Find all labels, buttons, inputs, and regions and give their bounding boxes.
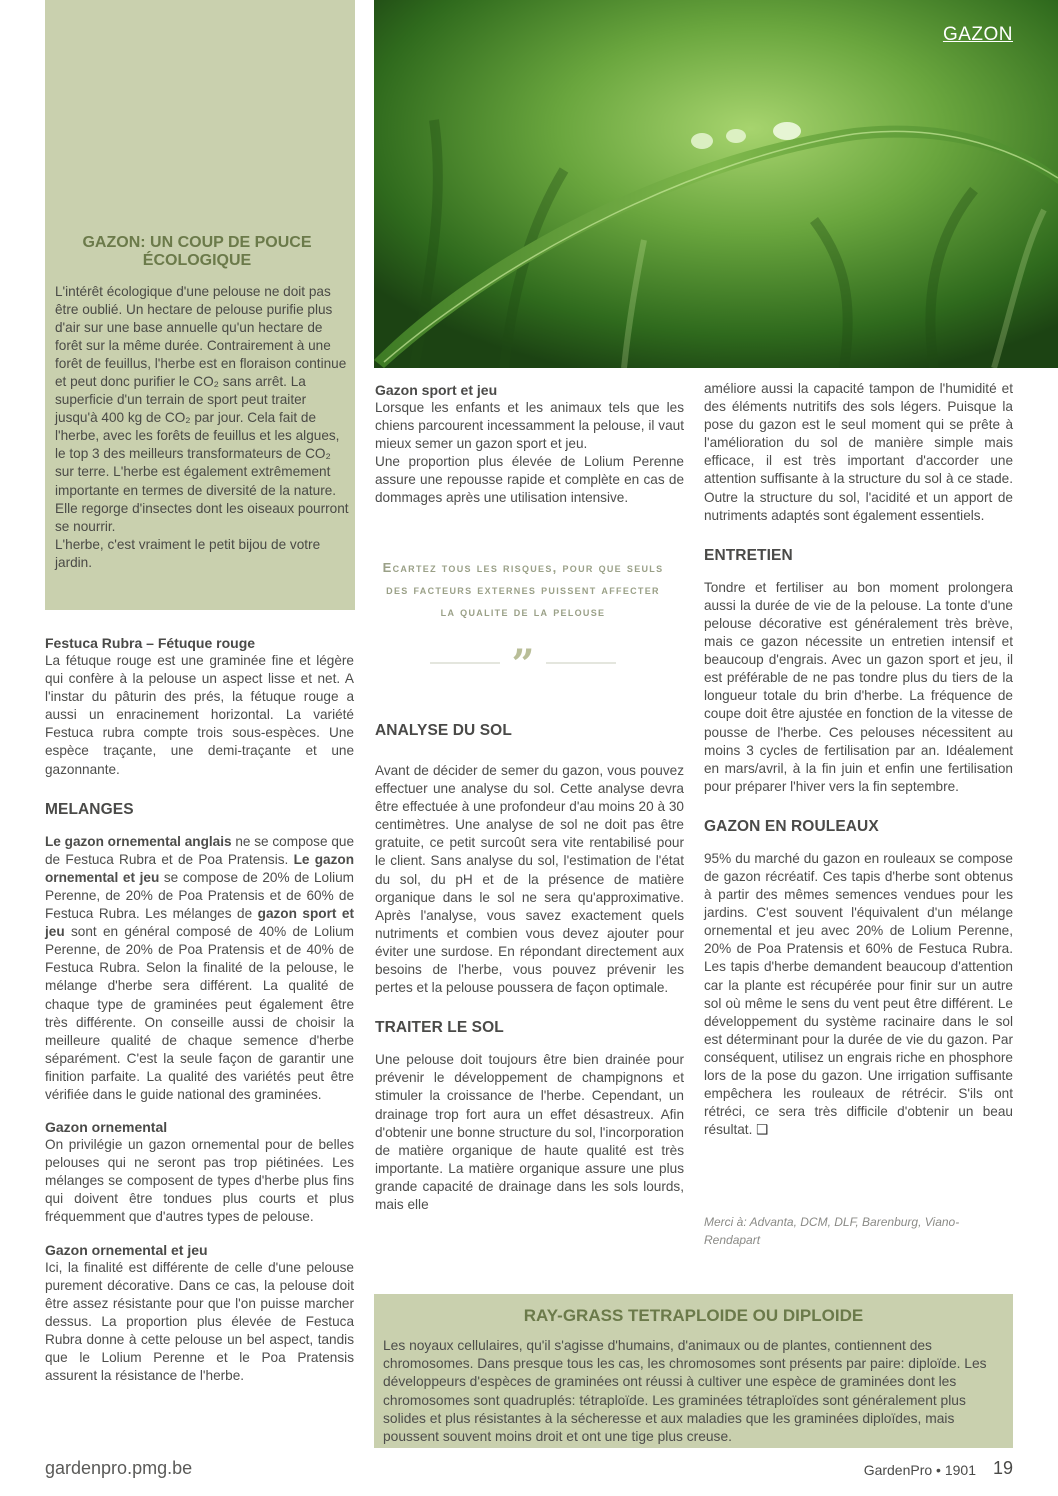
melanges-bold-2: Le gazon ornemental et jeu (45, 851, 354, 885)
issue-label: GardenPro • 1901 (863, 1462, 976, 1478)
rouleaux-text (704, 850, 1013, 1140)
melanges-span-1: ne se compose que de Festuca Rubra et de Poa Pratensis. (45, 833, 355, 867)
melanges-text (45, 833, 354, 1104)
ray-grass-title: RAY-GRASS TETRAPLOIDE OU DIPLOIDE (523, 1306, 864, 1325)
continued-text: améliore aussi la capacité tampon de l'humidité et des éléments nutritifs des sols légers. Puisque la pose du gazon est le seul moment qui se prête à l'amélioration du sol de manière simple mais efficace, il est très important d'accorder une attention suffisante à la structure du sol à ce stade. Outre la structure du sol, l'acidité et un apport de nutriments adaptés sont également essentiels. (704, 381, 1013, 523)
pull-quote: Ecartez tous les risques, pour que seuls des facteurs externes puissent affecter la qualite de la pelouse (382, 560, 664, 619)
traiter-heading: TRAITER LE SOL (375, 1019, 504, 1037)
sport-heading: Gazon sport et jeu (375, 382, 498, 398)
rouleaux-heading: GAZON EN ROULEAUX (704, 817, 879, 835)
ornemental-text: On privilégie un gazon ornemental pour de belles pelouses qui ne seront pas trop piétinées. Les mélanges se composent de types d'herbe plus fins qui doivent être tondues plus courts et plus fréquemment que d'autres types de pelouse. (45, 1137, 354, 1225)
sport-text-2: Une proportion plus élevée de Lolium Perenne assure une repousse rapide et complète en cas de dommages après une utilisation intensive. (375, 454, 684, 506)
quote-mark-icon (430, 645, 616, 685)
grass-blade-illustration (374, 0, 1058, 368)
column-2-bottom (375, 722, 684, 1214)
ray-grass-text: Les noyaux cellulaires, qu'il s'agisse d'humains, d'animaux ou de plantes, contiennent des chromosomes. Dans presque tous les cas, les chromosomes sont présents par paire: diploïde. Les développeurs d'espèces de graminées ont réussi à cultiver une espèce de graminées dont les chromosomes sont quadruplés: tétraploïde. Les graminées tétraploïdes sont généralement plus solides et plus résistantes à la sécheresse et aux maladies que les graminées diploïdes, mais poussent souvent moins droit et ont une tige plus creuse. (383, 1338, 987, 1445)
ornemental-heading: Gazon ornemental (45, 1119, 168, 1136)
rouleaux-body: 95% du marché du gazon en rouleaux se compose de gazon récréatif. Ces tapis d'herbe sont obtenus à partir des mêmes semences vendues pour les jardins. C'est souvent l'équivalent d'un mélange ornemental et jeu avec 20% de Lolium Perenne, 20% de Poa Pratensis et 60% de Festuca Rubra. Les tapis d'herbe demandent beaucoup d'attention car la plante est récupérée pour finir sur un autre sol où même le sens du vent peut être différent. Le développement du système racinaire dans le sol est déterminant pour la durée de vie du gazon. Par conséquent, utilisez un engrais riche en phosphore lors de la pose du gazon. Une irrigation suffisante empêchera les rouleaux de rétrécir. S'ils ont rétréci, ce sera très difficile d'obtenir un beau résultat. (704, 850, 1013, 1138)
sidebar-body (55, 283, 350, 572)
column-3 (704, 380, 1013, 1139)
column-1 (45, 634, 354, 1385)
analyse-text: Avant de décider de semer du gazon, vous pouvez effectuer une analyse du sol. Cette analyse devra être effectuée à une profondeur d'au moins 20 à 30 centimètres. Une analyse de sol ne doit pas être gratuite, ce petit surcoût sera vite rentabilisé pour le client. Sans analyse du sol, l'estimation de l'état du sol, du pH et de la présence de matière organique dans le sol ne sera qu'approximative. Après l'analyse, vous savez exactement quels nutriments et combien vous devez ajouter pour éviter une surdose. En répondant directement aux besoins de l'herbe, vous pouvez prévenir les pertes et la pelouse poussera de façon optimale. (375, 763, 684, 996)
grass-photo (374, 0, 1058, 368)
column-2-top (375, 381, 684, 508)
ornemental-jeu-heading: Gazon ornemental et jeu (45, 1241, 208, 1258)
melanges-bold-3: gazon sport et jeu (45, 906, 354, 940)
sidebar-paragraph: L'intérêt écologique d'une pelouse ne doit pas être oublié. Un hectare de pelouse purifie plus d'air sur une base annuelle qu'un hectare de forêt sur la même durée. Contrairement à une forêt de feuillus, l'herbe est en floraison continue et peut donc purifier le CO₂ sans arrêt. La superficie d'un terrain de sport peut traiter jusqu'à 400 kg de CO₂ par jour. Cela fait de l'herbe, avec les forêts de feuillus et les algues, le top 3 des meilleurs transformateurs de CO₂ sur terre. L'herbe est également extrêmement importante en termes de diversité de la nature. Elle regorge d'insectes dont les oiseaux pourront se nourrir. (55, 284, 349, 534)
melanges-bold-1: Le gazon ornemental anglais (45, 833, 232, 849)
svg-text:”: ” (511, 645, 535, 685)
website-link[interactable]: gardenpro.pmg.be (45, 1458, 193, 1478)
sidebar-title: GAZON: UN COUP DE POUCE ÉCOLOGIQUE (82, 234, 312, 269)
entretien-heading: ENTRETIEN (704, 546, 793, 564)
festuca-text: La fétuque rouge est une graminée fine et légère qui confère à la pelouse un aspect lisse et net. A l'instar du pâturin des prés, la fétuque rouge a aussi un enracinement horizontal. La variété Festuca rubra compte trois sous-espèces. Une espèce traçante, une demi-traçante et une gazonnante. (45, 653, 354, 777)
traiter-text: Une pelouse doit toujours être bien drainée pour prévenir le développement de champignons et stimuler la croissance de l'herbe. Cependant, un drainage trop fort aura un effet désastreux. Afin d'obtenir une bonne structure du sol, l'incorporation de matière organique de haute qualité est très importante. La matière organique assure une plus grande capacité de drainage dans les sols lourds, mais elle (375, 1052, 684, 1212)
melanges-span-3: sont en général composé de 40% de Lolium Perenne, de 20% de Poa Pratensis et de 40% de Festuca Rubra. Selon la finalité de la pelouse, le mélange d'herbe sera différent. La qualité de chaque type de graminées peut également être très différente. On conseille aussi de choisir la meilleure qualité de chaque semence d'herbe séparément. C'est la seule façon de garantir une finition parfaite. La qualité des variétés peut être vérifiée dans le guide national des graminées. (45, 924, 354, 1102)
end-mark-icon: ❑ (756, 1122, 769, 1138)
analyse-heading: ANALYSE DU SOL (375, 722, 512, 739)
entretien-text: Tondre et fertiliser au bon moment prolongera aussi la durée de vie de la pelouse. La tonte d'une pelouse décorative est généralement très brève, mais ce gazon nécessite un entretien intensif et beaucoup d'engrais. Avec un gazon sport et jeu, il est préférable de ne pas tondre plus du tiers de la longueur totale du brin d'herbe. La fréquence de coupe doit être ajustée en fonction de la vitesse de pousse de l'herbe. Ces pelouses nécessitent au moins 3 cycles de fertilisation par an. Idéalement en mars/avril, à la fin juin et enfin une fertilisation pour préparer l'hiver vers la fin septembre. (704, 579, 1013, 794)
sidebar-paragraph: L'herbe, c'est vraiment le petit bijou de votre jardin. (55, 536, 321, 570)
page-number: 19 (992, 1458, 1013, 1478)
credits: Merci à: Advanta, DCM, DLF, Barenburg, Viano-Rendapart (704, 1215, 960, 1247)
section-tag: GAZON (942, 24, 1013, 45)
festuca-heading: Festuca Rubra – Fétuque rouge (45, 635, 256, 651)
melanges-heading: MELANGES (45, 800, 134, 818)
sport-text-1: Lorsque les enfants et les animaux tels que les chiens parcourent incessamment la pelouse, il vaut mieux semer un gazon sport et jeu. (375, 400, 684, 452)
melanges-span-2: se compose de 20% de Lolium Perenne, de 20% de Poa Pratensis et de 60% de Festuca Rubra. Les mélanges de (45, 869, 354, 922)
ornemental-jeu-text: Ici, la finalité est différente de celle d'une pelouse purement décorative. Dans ce cas, la pelouse doit être assez résistante pour que l'on puisse marcher dessus. La proportion plus élevée de Festuca Rubra donne à cette pelouse un bel aspect, tandis que le Lolium Perenne et le Poa Pratensis assurent la résistance de l'herbe. (45, 1259, 354, 1384)
